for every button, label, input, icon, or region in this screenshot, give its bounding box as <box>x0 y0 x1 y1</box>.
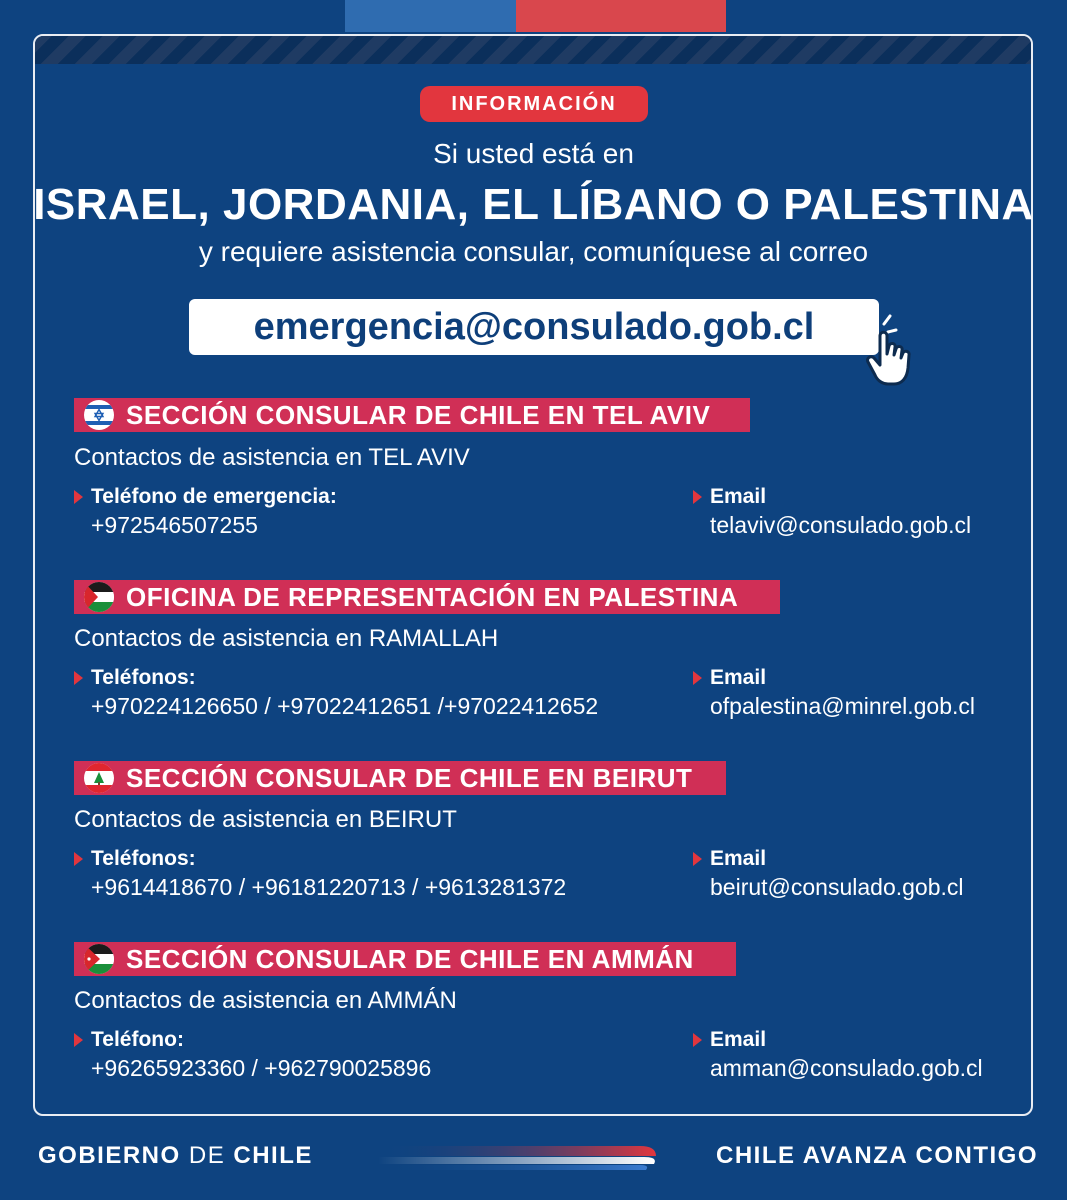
email-value[interactable]: ofpalestina@minrel.gob.cl <box>710 693 975 719</box>
bullet-triangle-icon <box>693 671 702 685</box>
pointer-hand-icon <box>850 306 930 390</box>
lebanon-flag-icon <box>84 763 114 793</box>
email-label <box>693 1028 766 1052</box>
striped-border <box>35 36 1031 64</box>
bullet-triangle-icon <box>693 852 702 866</box>
footer-word: GOBIERNO <box>38 1142 181 1169</box>
emergency-email-link[interactable]: emergencia@consulado.gob.cl <box>189 299 879 355</box>
section-title-text: SECCIÓN CONSULAR DE CHILE EN AMMÁN <box>126 943 694 974</box>
phone-label <box>74 847 196 871</box>
israel-flag-icon <box>84 400 114 430</box>
contacts-line: Contactos de asistencia en AMMÁN <box>74 987 457 1014</box>
bullet-triangle-icon <box>74 490 83 504</box>
bullet-triangle-icon <box>693 490 702 504</box>
bullet-triangle-icon <box>74 852 83 866</box>
email-label-text: Email <box>710 485 767 508</box>
headline: ISRAEL, JORDANIA, EL LÍBANO O PALESTINA <box>33 180 1034 229</box>
bullet-triangle-icon <box>74 1033 83 1047</box>
footer-word: CHILE <box>233 1142 313 1169</box>
email-value[interactable]: amman@consulado.gob.cl <box>710 1055 983 1081</box>
footer-gobierno <box>38 1142 313 1170</box>
section-title-palestina <box>74 580 780 614</box>
footer-word: DE <box>188 1142 226 1169</box>
phone-label-text: Teléfonos: <box>91 666 196 689</box>
phone-label <box>74 485 337 509</box>
email-value[interactable]: telaviv@consulado.gob.cl <box>710 512 972 538</box>
jordan-flag-icon <box>84 944 114 974</box>
section-title-amman <box>74 942 736 976</box>
contacts-line: Contactos de asistencia en BEIRUT <box>74 806 457 833</box>
section-title-text: SECCIÓN CONSULAR DE CHILE EN BEIRUT <box>126 762 693 793</box>
email-label-text: Email <box>710 666 767 689</box>
bullet-triangle-icon <box>693 1033 702 1047</box>
top-red-bar <box>516 0 726 32</box>
contacts-line: Contactos de asistencia en TEL AVIV <box>74 444 470 471</box>
palestine-flag-icon <box>84 582 114 612</box>
footer-slogan: CHILE AVANZA CONTIGO <box>716 1142 1038 1169</box>
chile-stripe-logo-icon <box>378 1140 660 1174</box>
phone-label-text: Teléfono de emergencia: <box>91 485 337 508</box>
section-title-text: SECCIÓN CONSULAR DE CHILE EN TEL AVIV <box>126 399 711 430</box>
bullet-triangle-icon <box>74 671 83 685</box>
phone-value[interactable]: +9614418670 / +96181220713 / +9613281372 <box>91 874 567 900</box>
info-badge: INFORMACIÓN <box>420 86 648 122</box>
top-blue-bar <box>345 0 516 32</box>
email-label <box>693 666 766 690</box>
phone-value[interactable]: +970224126650 / +97022412651 /+97022412652 <box>91 693 599 719</box>
phone-label <box>74 666 196 690</box>
phone-label-text: Teléfonos: <box>91 847 196 870</box>
phone-value[interactable]: +96265923360 / +962790025896 <box>91 1055 432 1081</box>
email-value[interactable]: beirut@consulado.gob.cl <box>710 874 964 900</box>
email-label-text: Email <box>710 1028 767 1051</box>
section-title-beirut <box>74 761 726 795</box>
section-title-text: OFICINA DE REPRESENTACIÓN EN PALESTINA <box>126 581 739 612</box>
email-label <box>693 485 766 509</box>
contacts-line: Contactos de asistencia en RAMALLAH <box>74 625 499 652</box>
intro-line-2: y requiere asistencia consular, comuníquese al correo <box>198 236 869 267</box>
section-title-tel-aviv <box>74 398 750 432</box>
phone-label <box>74 1028 184 1052</box>
phone-label-text: Teléfono: <box>91 1028 184 1051</box>
intro-line: Si usted está en <box>433 138 634 169</box>
phone-value[interactable]: +972546507255 <box>91 512 258 538</box>
email-label <box>693 847 766 871</box>
email-label-text: Email <box>710 847 767 870</box>
